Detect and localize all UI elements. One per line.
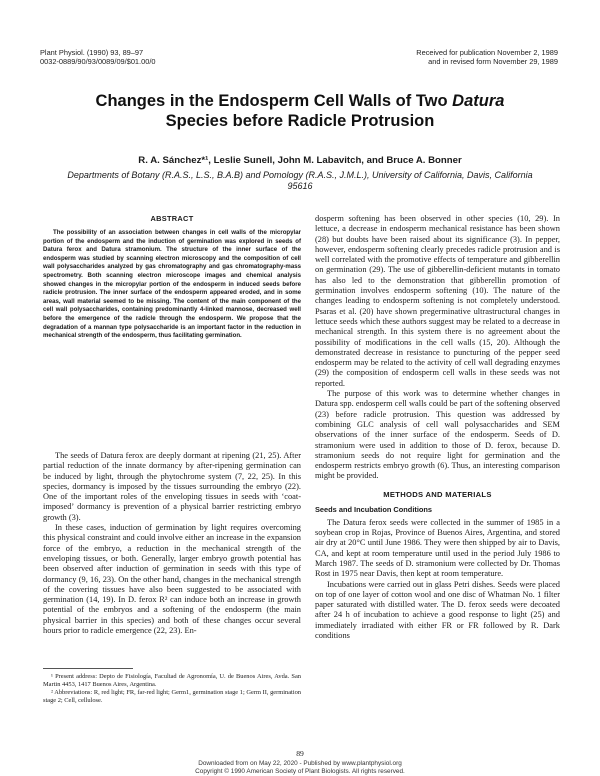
- body-paragraph: In these cases, induction of germination by light requires overcoming this physical constraint and could involve either an increase in the expansion force of the embryo, a reduction in the mechanical strength of the enveloping tissues, or both. Generally, larger embryo growth potential has been observed after induction of germination in seeds with this type of dormancy (9, 16, 23). On the other hand, changes in the mechanical strength of the covering tissues have also been suggested to be associated with germination (14, 19). In D. ferox R² can induce both an increase in growth potential of the embryos and a softening of the endosperm (the main physical barrier in this species) and both of these changes occur several hours prior to radicle emergence (22, 23). En-: [43, 523, 301, 636]
- paper-title: [0, 91, 600, 131]
- footnote-rule: [43, 668, 133, 669]
- body-paragraph: The Datura ferox seeds were collected in the summer of 1985 in a soybean crop in Rojas, Province of Buenos Aires, Argentina, and stored air dry at 20°C until June 1986. They were then shipped by air to Davis, CA, and kept at room temperature until used in the period July 1986 to March 1987. The seeds of D. stramonium were collected by Dr. Thomas Rost in 1975 near Davis, then kept at room temperature.: [315, 517, 560, 579]
- title-line2: Species before Radicle Protrusion: [165, 112, 435, 130]
- title-line1: Changes in the Endosperm Cell Walls of Two: [95, 92, 453, 110]
- received-line: Received for publication November 2, 1989: [416, 48, 558, 57]
- section-heading: METHODS AND MATERIALS: [383, 489, 492, 499]
- download-line: Downloaded from on May 22, 2020 - Published by www.plantphysiol.org: [198, 760, 402, 767]
- subsection-heading: Seeds and Incubation Conditions: [315, 504, 433, 514]
- journal-code: 0032-0889/90/93/0089/09/$01.00/0: [40, 57, 156, 66]
- copyright-line: Copyright © 1990 American Society of Plant Biologists. All rights reserved.: [195, 767, 405, 775]
- body-paragraph: dosperm softening has been observed in other species (10, 29). In lettuce, a decrease in endosperm mechanical resistance has been shown (28) but doubts have been raised about its significance (3). In pepper, however, endosperm softening clearly precedes radicle protrusion and is well correlated with the promotive effects of temperature and gibberellin on germination (29). The use of gibberellin-deficient mutants in tomato has also led to the demonstration that gibberellin promotion of germination involves endosperm softening (10). The nature of the changes leading to endosperm softening is not completely understood. Psaras et al. (20) have shown pregerminative ultrastructural changes in lettuce seeds which these authors suggest may be related to a decrease in mechanical strength. In this system there is no agreement about the possibility of modifications in the cell walls (15, 20). Although the demonstrated decrease in resistance to puncturing of the pepper seed endosperm may be related to the activity of cell wall degrading enzymes (29) the composition of endosperm cell walls in these seeds was not reported.: [315, 214, 560, 388]
- revised-line: and in revised form November 29, 1989: [428, 57, 558, 66]
- abstract-heading: ABSTRACT: [150, 214, 194, 223]
- left-column-body: [43, 451, 301, 636]
- footnotes: [43, 673, 301, 705]
- received-dates: [416, 48, 558, 66]
- abstract-text: The possibility of an association between changes in cell walls of the micropylar portion of the endosperm and the induction of germination was explored in seeds of Datura ferox and Datura stramonium. The structure of the inner surface of the endosperm was studied by scanning electron microscopy and the composition of cell wall polysaccharides analyzed by gas chromatography and gas chromatography-mass spectrometry. Both scanning electron microscope images and chemical analysis showed changes in the micropylar portion of the endosperm in induced seeds before radicle protrusion. The inner surface of the endosperm appeared eroded, and in some areas, wall material seemed to be missing. The content of the main component of the cell wall polysaccharides, containing predominantly 4-linked mannose, decreased well before the emergence of the radicle through the endosperm. We propose that the degradation of a mannan type polysaccharide is an important factor in the reduction in mechanical strength of the endosperm, thus facilitating germination.: [43, 229, 301, 340]
- download-notice: [0, 760, 600, 775]
- title-italic: Datura: [452, 92, 505, 110]
- body-paragraph: Incubations were carried out in glass Petri dishes. Seeds were placed on top of one layer of cotton wool and one disc of Whatman No. 1 filter paper saturated with distilled water. The D. ferox seeds were decoated after 24 h of incubation to achieve a good response to light (25) and immediately irradiated with either FR or FR followed by R. Dark conditions: [315, 579, 560, 640]
- affiliation: Departments of Botany (R.A.S., L.S., B.A.B) and Pomology (R.A.S., J.M.L.), University of California, Davis, California 95616: [67, 170, 533, 191]
- journal-line: Plant Physiol. (1990) 93, 89–97: [40, 48, 144, 57]
- page-number: 89: [296, 749, 304, 758]
- right-column: [315, 214, 560, 641]
- footnote: ¹ Present address: Depto de Fisiología, Facultad de Agronomía, U. de Buenos Aires, Avda. San Martin 4453, 1417 Buenos Aires, Argentina.: [43, 673, 301, 688]
- body-paragraph: The seeds of Datura ferox are deeply dormant at ripening (21, 25). After partial reduction of the innate dormancy by after-ripening germination can be induced by light, through the phytochrome system (7, 22, 25). In this species, dormancy is imposed by the tissues surrounding the embryo (22). One of the important roles of the enveloping tissues in seeds with ‘coat-imposed’ dormancy is prevention of a physical barrier restricting embryo growth (3).: [43, 451, 301, 522]
- journal-citation: [40, 48, 155, 66]
- author-list: R. A. Sánchez*¹, Leslie Sunell, John M. Labavitch, and Bruce A. Bonner: [138, 155, 462, 166]
- body-paragraph: The purpose of this work was to determine whether changes in Datura spp. endosperm cell walls could be part of the softening observed (23) before radicle protrusion. This question was addressed by combining GLC analysis of cell wall polysaccharides and SEM observations of the inner surface of the endosperm. Seeds of D. stramonium were used in addition to those of D. ferox, because D. stramonium seeds do not require light for germination and the endosperm restricts embryo growth (6). Thus, an interesting comparison might be provided.: [315, 389, 560, 481]
- footnote: ² Abbreviations: R, red light; FR, far-red light; Germ1, germination stage 1; Germ II, germination stage 2; Cell, cellulose.: [43, 689, 301, 704]
